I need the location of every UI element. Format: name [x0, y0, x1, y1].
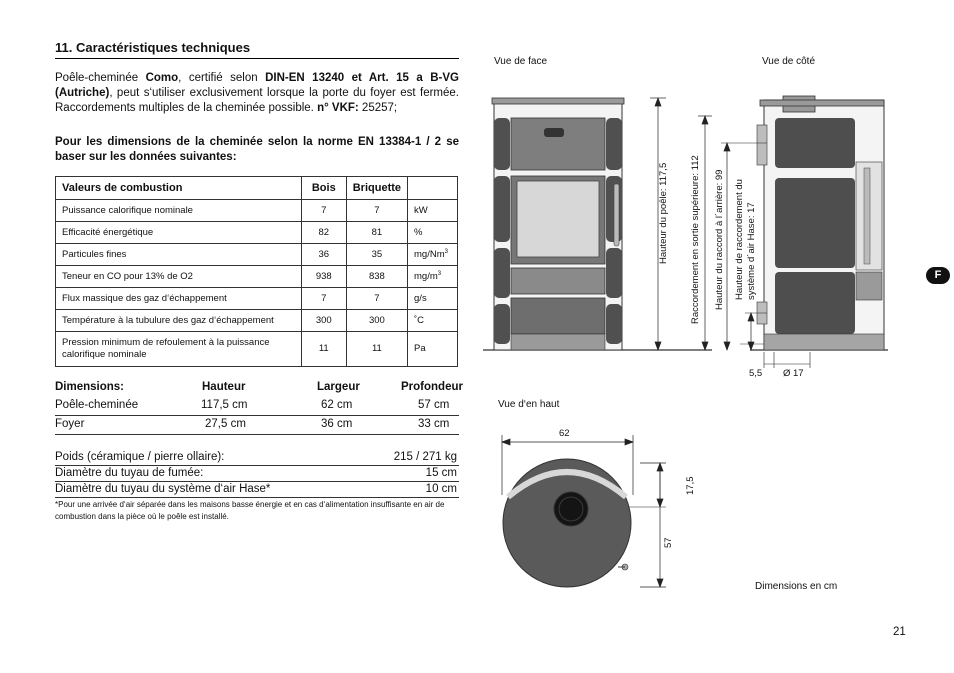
side-tile — [775, 118, 855, 168]
arrow-head — [724, 342, 730, 350]
front-view-label: Vue de face — [494, 56, 548, 67]
row-briquette-value: 81 — [346, 222, 407, 244]
dim-label: Foyer — [55, 418, 85, 430]
front-lower-drawer — [511, 298, 605, 334]
intro-text-2: , certifié selon — [178, 72, 266, 84]
dim-width: 62 cm — [321, 399, 353, 411]
dim-height: 27,5 cm — [205, 418, 246, 430]
dim-depth: 33 cm — [418, 418, 450, 430]
row-label: Température à la tubulure des gaz d‘échappement — [56, 310, 302, 332]
row-label: Efficacité énergétique — [56, 222, 302, 244]
side-ash-box — [856, 272, 882, 300]
front-plinth — [511, 334, 605, 350]
row-briquette-value: 300 — [346, 310, 407, 332]
row-label: Puissance calorifique nominale — [56, 200, 302, 222]
side-tile — [775, 272, 855, 334]
info-value: 15 cm — [425, 467, 457, 479]
language-badge: F — [926, 267, 950, 284]
side-dimension-lines — [764, 352, 810, 368]
row-briquette-value: 838 — [346, 266, 407, 288]
info-row-weight — [55, 451, 459, 466]
table-row — [56, 332, 458, 367]
front-tile — [494, 118, 510, 170]
table-row — [56, 244, 458, 266]
side-tile — [775, 178, 855, 268]
combustion-header-briquette: Briquette — [346, 177, 407, 200]
air-pipe-diameter-label: Ø 17 — [783, 368, 804, 379]
top-view-drawing — [490, 425, 710, 595]
height-dimension-label: Hauteur du poêle: 117,5 — [658, 162, 669, 264]
depth-dimension-label: 57 — [663, 537, 674, 548]
row-unit: g/s — [408, 288, 458, 310]
dim-height: 117,5 cm — [201, 399, 248, 411]
arrow-head — [702, 116, 708, 124]
combustion-header-wood: Bois — [301, 177, 346, 200]
row-unit — [408, 244, 458, 266]
info-value: 10 cm — [425, 483, 457, 495]
row-label: Teneur en CO pour 13% de O2 — [56, 266, 302, 288]
dimensions-header-height: Hauteur — [202, 381, 246, 393]
combustion-table — [55, 176, 458, 367]
front-brand-plate — [544, 128, 564, 137]
offset-dimension-label: 17,5 — [685, 476, 696, 495]
table-row — [56, 200, 458, 222]
upper-outlet-dimension-label: Raccordement en sortie supérieure: 112 — [690, 155, 701, 324]
arrow-head — [657, 579, 663, 587]
stove-technical-drawing — [480, 88, 900, 388]
row-wood-value: 300 — [301, 310, 346, 332]
row-unit: Pa — [408, 332, 458, 367]
dimensions-header-label: Dimensions: — [55, 381, 125, 393]
info-row-flue — [55, 467, 459, 482]
row-wood-value: 36 — [301, 244, 346, 266]
table-row — [56, 266, 458, 288]
model-name: Como — [145, 72, 179, 84]
dim-width: 36 cm — [321, 418, 353, 430]
rear-connector-dimension-label: Hauteur du raccord à l´arrière: 99 — [714, 169, 725, 310]
side-rear-connector — [757, 125, 767, 165]
table-row — [56, 310, 458, 332]
front-upper-compartment — [511, 118, 605, 170]
arrow-head — [502, 439, 510, 445]
combustion-header-unit — [408, 177, 458, 200]
row-label: Particules fines — [56, 244, 302, 266]
side-top-plate — [760, 100, 884, 106]
dimensions-header-width: Largeur — [317, 381, 360, 393]
arrow-head — [748, 342, 754, 350]
row-briquette-value: 7 — [346, 288, 407, 310]
arrow-head — [702, 342, 708, 350]
row-unit: ˚C — [408, 310, 458, 332]
side-plinth — [764, 334, 884, 350]
row-briquette-value: 7 — [346, 200, 407, 222]
row-briquette-value: 35 — [346, 244, 407, 266]
footnote: *Pour une arrivée d‘air séparée dans les maisons basse énergie et en cas d‘alimentation insuffisante en air de combustion dans la pièce où le poêle est installé. — [55, 500, 445, 521]
arrow-head — [748, 313, 754, 321]
norm-reference: DIN-EN 13240 et Art. 15 a B-VG (Autriche) — [55, 72, 459, 99]
dimensions-header-depth: Profondeur — [401, 381, 463, 393]
row-wood-value: 938 — [301, 266, 346, 288]
intro-paragraph — [55, 71, 459, 116]
info-label: Diamètre du tuyau de fumée: — [55, 467, 204, 479]
norm-subheading: Pour les dimensions de la cheminée selon la norme EN 13384-1 / 2 se baser sur les données suivantes: — [55, 136, 459, 163]
side-handle — [864, 168, 870, 264]
front-tile — [494, 176, 510, 242]
table-row — [56, 288, 458, 310]
intro-text-3: , peut s‘utiliser exclusivement lorsque la porte du foyer est fermée. Raccordements multiples de la cheminée possible. — [55, 87, 459, 114]
unit-superscript: 3 — [437, 270, 442, 277]
arrow-head — [724, 143, 730, 151]
section-title: 11. Caractéristiques techniques — [55, 40, 459, 59]
hase-dimension-label-line-2: système d´air Hase: 17 — [746, 202, 757, 300]
unit-superscript: 3 — [444, 248, 448, 255]
top-view-label: Vue d‘en haut — [498, 399, 560, 410]
units-label: Dimensions en cm — [755, 581, 838, 592]
front-view-drawing — [492, 98, 624, 350]
dimensions-row-firebox — [55, 416, 459, 435]
row-briquette-value: 11 — [346, 332, 407, 367]
front-tile — [494, 304, 510, 344]
door-handle — [614, 184, 619, 246]
row-wood-value: 82 — [301, 222, 346, 244]
front-tile — [606, 248, 622, 298]
row-label: Pression minimum de refoulement à la puissance calorifique nominale — [56, 332, 302, 367]
hase-dimension-label-line-1: Hauteur de raccordement du — [734, 179, 745, 300]
unit-text: mg/m — [414, 271, 438, 283]
front-tile — [494, 248, 510, 298]
row-wood-value: 7 — [301, 200, 346, 222]
width-dimension-label: 62 — [559, 428, 570, 439]
info-row-hase — [55, 483, 459, 498]
table-row — [56, 222, 458, 244]
arrow-head — [655, 342, 661, 350]
row-wood-value: 11 — [301, 332, 346, 367]
front-top-plate — [492, 98, 624, 104]
arrow-head — [625, 439, 633, 445]
side-view-drawing — [757, 96, 884, 350]
dimensions-row-stove — [55, 397, 459, 416]
row-unit: kW — [408, 200, 458, 222]
row-unit — [408, 266, 458, 288]
combustion-header-row — [56, 177, 458, 200]
combustion-header-label: Valeurs de combustion — [56, 177, 302, 200]
unit-text: mg/Nm — [414, 249, 445, 261]
dim-depth: 57 cm — [418, 399, 450, 411]
side-view-label: Vue de côté — [762, 56, 816, 67]
row-label: Flux massique des gaz d‘échappement — [56, 288, 302, 310]
vkf-label: n° VKF: — [317, 102, 359, 114]
info-label: Diamètre du tuyau du système d‘air Hase* — [55, 483, 271, 495]
front-door-glass — [517, 181, 599, 257]
front-tile — [606, 304, 622, 344]
info-label: Poids (céramique / pierre ollaire): — [55, 451, 225, 463]
page-number: 21 — [893, 626, 906, 638]
row-wood-value: 7 — [301, 288, 346, 310]
arrow-head — [655, 98, 661, 106]
front-tile — [606, 118, 622, 170]
info-value: 215 / 271 kg — [393, 451, 457, 463]
base-offset-label: 5,5 — [749, 368, 763, 379]
row-unit: % — [408, 222, 458, 244]
front-ash-panel — [511, 268, 605, 294]
intro-text-1: Poêle-cheminée — [55, 72, 146, 84]
dim-label: Poêle-cheminée — [55, 399, 139, 411]
vkf-value: 25257; — [358, 102, 398, 114]
